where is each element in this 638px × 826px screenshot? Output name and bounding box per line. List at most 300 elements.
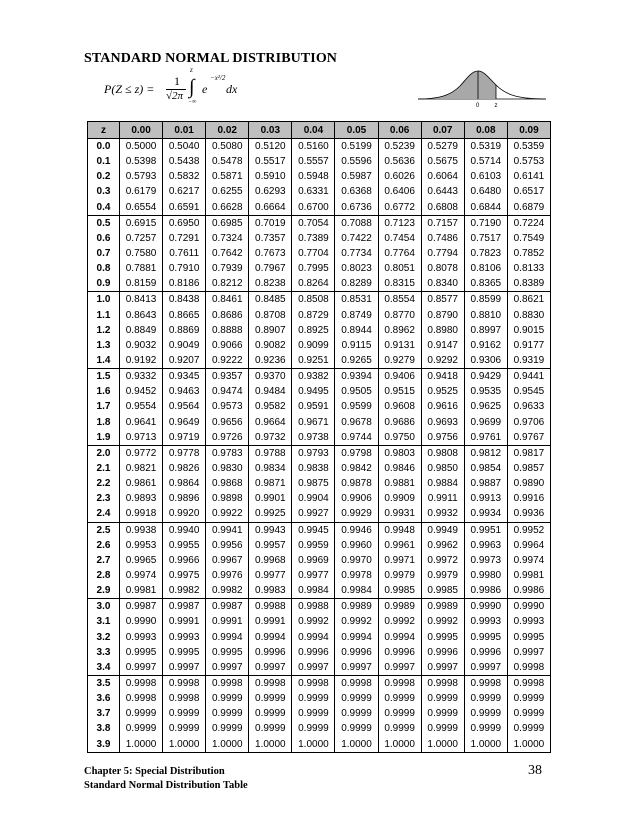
probability-cell: 0.9998 [292,675,335,691]
table-row [88,338,551,353]
probability-cell: 0.9987 [206,599,249,615]
probability-cell: 0.9974 [120,568,163,583]
header-col: 0.05 [335,122,378,139]
probability-cell: 0.9966 [163,553,206,568]
probability-cell: 0.9706 [507,415,550,430]
probability-cell: 0.8962 [378,323,421,338]
probability-cell: 0.9846 [378,461,421,476]
probability-cell: 0.6879 [507,200,550,216]
probability-cell: 0.9131 [378,338,421,353]
probability-cell: 0.5279 [421,139,464,155]
probability-cell: 0.9970 [335,553,378,568]
probability-cell: 0.9893 [120,491,163,506]
probability-cell: 0.9999 [507,706,550,721]
probability-cell: 0.9904 [292,491,335,506]
row-z-value: 1.1 [88,308,120,323]
probability-cell: 0.9998 [120,691,163,706]
probability-cell: 0.7642 [206,246,249,261]
probability-cell: 0.9015 [507,323,550,338]
probability-cell: 0.9998 [421,675,464,691]
probability-cell: 1.0000 [421,736,464,752]
probability-cell: 0.9952 [507,522,550,538]
probability-cell: 0.7967 [249,261,292,276]
probability-cell: 0.9854 [464,461,507,476]
probability-cell: 0.9192 [120,353,163,369]
probability-cell: 0.9993 [120,630,163,645]
probability-cell: 0.9633 [507,399,550,414]
row-z-value: 0.8 [88,261,120,276]
probability-cell: 0.9641 [120,415,163,430]
probability-cell: 0.5000 [120,139,163,155]
row-z-value: 3.7 [88,706,120,721]
probability-cell: 0.8315 [378,276,421,292]
probability-cell: 0.9649 [163,415,206,430]
probability-cell: 0.7764 [378,246,421,261]
probability-cell: 0.9821 [120,461,163,476]
row-z-value: 1.9 [88,430,120,446]
row-z-value: 0.4 [88,200,120,216]
probability-cell: 0.9881 [378,476,421,491]
probability-cell: 0.9999 [421,721,464,736]
probability-cell: 0.9115 [335,338,378,353]
probability-cell: 0.7823 [464,246,507,261]
probability-cell: 0.5987 [335,169,378,184]
probability-cell: 0.9960 [335,538,378,553]
probability-cell: 0.9999 [163,721,206,736]
probability-cell: 0.6808 [421,200,464,216]
probability-cell: 0.9941 [206,522,249,538]
probability-cell: 0.9927 [292,506,335,522]
probability-cell: 0.9996 [335,645,378,660]
probability-cell: 0.9997 [292,660,335,676]
probability-cell: 0.9976 [206,568,249,583]
probability-cell: 1.0000 [206,736,249,752]
row-z-value: 1.3 [88,338,120,353]
probability-cell: 0.8790 [421,308,464,323]
formula-dx: dx [226,82,238,96]
probability-cell: 0.9474 [206,384,249,399]
probability-cell: 0.9761 [464,430,507,446]
probability-cell: 0.9962 [421,538,464,553]
probability-cell: 0.9986 [507,583,550,599]
probability-cell: 0.9406 [378,369,421,385]
probability-cell: 0.9998 [120,675,163,691]
probability-cell: 0.5040 [163,139,206,155]
probability-cell: 0.9998 [163,691,206,706]
footer-subtitle: Standard Normal Distribution Table [84,780,248,791]
probability-cell: 0.9988 [249,599,292,615]
probability-cell: 0.8577 [421,292,464,308]
probability-cell: 0.9999 [507,691,550,706]
probability-cell: 0.6026 [378,169,421,184]
probability-cell: 0.8810 [464,308,507,323]
header-col: 0.00 [120,122,163,139]
probability-cell: 0.9484 [249,384,292,399]
probability-cell: 0.9997 [335,660,378,676]
probability-cell: 0.9975 [163,568,206,583]
probability-cell: 0.9991 [163,614,206,629]
probability-cell: 0.9251 [292,353,335,369]
table-row [88,660,551,676]
formula-upper-limit: z [190,66,193,74]
probability-cell: 0.9616 [421,399,464,414]
probability-cell: 0.8159 [120,276,163,292]
probability-cell: 0.9938 [120,522,163,538]
z-table-header [88,122,551,139]
probability-cell: 0.9940 [163,522,206,538]
probability-cell: 0.9999 [335,721,378,736]
table-row [88,599,551,615]
header-col: 0.04 [292,122,335,139]
table-row [88,292,551,308]
probability-cell: 0.8485 [249,292,292,308]
probability-cell: 0.7157 [421,215,464,231]
probability-cell: 0.8749 [335,308,378,323]
probability-cell: 0.9236 [249,353,292,369]
probability-cell: 0.8212 [206,276,249,292]
probability-cell: 0.5199 [335,139,378,155]
probability-cell: 0.5478 [206,154,249,169]
probability-cell: 0.9920 [163,506,206,522]
probability-cell: 0.5832 [163,169,206,184]
probability-cell: 0.9999 [249,706,292,721]
table-row [88,645,551,660]
probability-cell: 0.7088 [335,215,378,231]
probability-cell: 0.9999 [421,706,464,721]
probability-cell: 0.7517 [464,231,507,246]
probability-cell: 0.6915 [120,215,163,231]
probability-cell: 0.9625 [464,399,507,414]
table-row [88,506,551,522]
probability-cell: 0.9699 [464,415,507,430]
probability-cell: 0.7324 [206,231,249,246]
probability-cell: 0.9803 [378,445,421,461]
row-z-value: 0.6 [88,231,120,246]
probability-cell: 0.6628 [206,200,249,216]
probability-cell: 0.8770 [378,308,421,323]
probability-cell: 0.9999 [206,706,249,721]
probability-cell: 1.0000 [464,736,507,752]
probability-cell: 0.7123 [378,215,421,231]
table-row [88,630,551,645]
probability-cell: 0.9956 [206,538,249,553]
probability-cell: 0.8186 [163,276,206,292]
probability-cell: 0.5080 [206,139,249,155]
probability-cell: 0.8665 [163,308,206,323]
probability-cell: 0.8997 [464,323,507,338]
table-row [88,184,551,199]
probability-cell: 0.9357 [206,369,249,385]
probability-cell: 0.6736 [335,200,378,216]
probability-cell: 0.6443 [421,184,464,199]
probability-cell: 0.9767 [507,430,550,446]
table-row [88,721,551,736]
formula-numerator: 1 [174,74,180,88]
probability-cell: 0.9999 [421,691,464,706]
probability-cell: 0.7190 [464,215,507,231]
table-row [88,706,551,721]
probability-cell: 0.5319 [464,139,507,155]
probability-cell: 0.5871 [206,169,249,184]
shaded-area [418,71,496,99]
probability-cell: 0.9999 [120,706,163,721]
probability-cell: 0.9963 [464,538,507,553]
probability-cell: 0.7549 [507,231,550,246]
probability-cell: 0.9857 [507,461,550,476]
probability-cell: 0.9826 [163,461,206,476]
probability-cell: 0.9979 [421,568,464,583]
probability-cell: 0.6217 [163,184,206,199]
table-row [88,308,551,323]
probability-cell: 0.5596 [335,154,378,169]
probability-cell: 0.9896 [163,491,206,506]
formula-exponent: −x²/2 [210,74,226,82]
probability-cell: 0.9994 [249,630,292,645]
probability-cell: 0.9599 [335,399,378,414]
probability-cell: 0.9686 [378,415,421,430]
probability-cell: 0.9918 [120,506,163,522]
probability-cell: 0.9664 [249,415,292,430]
probability-cell: 0.9999 [507,721,550,736]
probability-cell: 0.5438 [163,154,206,169]
header-col: 0.08 [464,122,507,139]
probability-cell: 0.8289 [335,276,378,292]
probability-cell: 0.9049 [163,338,206,353]
probability-cell: 0.6293 [249,184,292,199]
probability-cell: 0.9980 [464,568,507,583]
probability-cell: 0.9959 [292,538,335,553]
table-row [88,491,551,506]
probability-cell: 0.5948 [292,169,335,184]
probability-cell: 0.8888 [206,323,249,338]
probability-cell: 0.9948 [378,522,421,538]
probability-cell: 0.9955 [163,538,206,553]
probability-cell: 0.9875 [292,476,335,491]
probability-cell: 0.6179 [120,184,163,199]
probability-cell: 0.8389 [507,276,550,292]
probability-cell: 0.9973 [464,553,507,568]
probability-cell: 0.5398 [120,154,163,169]
row-z-value: 1.4 [88,353,120,369]
probability-cell: 0.8944 [335,323,378,338]
probability-cell: 0.6700 [292,200,335,216]
probability-cell: 0.9968 [249,553,292,568]
table-row [88,231,551,246]
probability-cell: 1.0000 [292,736,335,752]
probability-cell: 0.9222 [206,353,249,369]
probability-cell: 0.9864 [163,476,206,491]
probability-cell: 0.9996 [249,645,292,660]
probability-cell: 0.5517 [249,154,292,169]
probability-cell: 0.9983 [249,583,292,599]
probability-cell: 0.7704 [292,246,335,261]
table-row [88,476,551,491]
probability-cell: 0.9671 [292,415,335,430]
row-z-value: 0.1 [88,154,120,169]
probability-cell: 0.9999 [464,691,507,706]
probability-cell: 0.9913 [464,491,507,506]
probability-cell: 0.9925 [249,506,292,522]
probability-cell: 0.9177 [507,338,550,353]
probability-cell: 0.8413 [120,292,163,308]
integral-sign-icon: ∫ [189,76,195,98]
probability-cell: 0.9911 [421,491,464,506]
probability-cell: 0.9981 [507,568,550,583]
row-z-value: 2.4 [88,506,120,522]
row-z-value: 2.6 [88,538,120,553]
row-z-value: 2.5 [88,522,120,538]
row-z-value: 3.9 [88,736,120,752]
probability-cell: 0.9995 [206,645,249,660]
probability-cell: 0.9994 [292,630,335,645]
probability-cell: 0.8078 [421,261,464,276]
probability-cell: 0.8643 [120,308,163,323]
probability-cell: 0.7357 [249,231,292,246]
probability-cell: 0.9995 [163,645,206,660]
probability-cell: 0.8508 [292,292,335,308]
probability-cell: 0.7580 [120,246,163,261]
probability-cell: 0.9147 [421,338,464,353]
probability-cell: 0.8531 [335,292,378,308]
probability-cell: 0.9990 [120,614,163,629]
probability-cell: 0.9898 [206,491,249,506]
probability-cell: 0.9990 [464,599,507,615]
probability-cell: 0.9984 [292,583,335,599]
probability-cell: 0.9750 [378,430,421,446]
probability-cell: 0.7422 [335,231,378,246]
probability-cell: 1.0000 [335,736,378,752]
normal-curve-figure [418,68,546,112]
table-row [88,353,551,369]
probability-cell: 0.6480 [464,184,507,199]
row-z-value: 3.4 [88,660,120,676]
probability-cell: 0.9319 [507,353,550,369]
probability-cell: 0.9693 [421,415,464,430]
probability-cell: 0.9957 [249,538,292,553]
probability-cell: 0.9292 [421,353,464,369]
probability-cell: 0.9951 [464,522,507,538]
probability-cell: 0.8708 [249,308,292,323]
probability-cell: 0.7257 [120,231,163,246]
probability-cell: 0.9984 [335,583,378,599]
probability-cell: 0.7852 [507,246,550,261]
probability-cell: 0.9932 [421,506,464,522]
probability-cell: 0.9878 [335,476,378,491]
probability-cell: 0.5714 [464,154,507,169]
cdf-formula [104,66,324,112]
probability-cell: 0.9994 [335,630,378,645]
row-z-value: 1.6 [88,384,120,399]
row-z-value: 1.8 [88,415,120,430]
table-row [88,614,551,629]
probability-cell: 0.8621 [507,292,550,308]
probability-cell: 0.9418 [421,369,464,385]
probability-cell: 0.9965 [120,553,163,568]
probability-cell: 0.9732 [249,430,292,446]
header-col: 0.09 [507,122,550,139]
probability-cell: 0.9772 [120,445,163,461]
row-z-value: 0.7 [88,246,120,261]
probability-cell: 0.9564 [163,399,206,414]
probability-cell: 0.9066 [206,338,249,353]
probability-cell: 0.7454 [378,231,421,246]
probability-cell: 0.9441 [507,369,550,385]
table-row [88,261,551,276]
probability-cell: 0.9429 [464,369,507,385]
probability-cell: 0.9452 [120,384,163,399]
probability-cell: 0.6517 [507,184,550,199]
probability-cell: 0.9998 [464,675,507,691]
probability-cell: 0.9997 [507,645,550,660]
probability-cell: 0.9974 [507,553,550,568]
probability-cell: 0.9997 [464,660,507,676]
probability-cell: 0.6664 [249,200,292,216]
probability-cell: 0.9969 [292,553,335,568]
probability-cell: 0.9977 [249,568,292,583]
probability-cell: 0.9713 [120,430,163,446]
probability-cell: 0.9996 [378,645,421,660]
formula-denominator: √2π [166,90,184,102]
probability-cell: 0.9999 [249,691,292,706]
probability-cell: 0.9967 [206,553,249,568]
header-col: 0.06 [378,122,421,139]
probability-cell: 0.9978 [335,568,378,583]
table-row [88,430,551,446]
table-row [88,276,551,292]
probability-cell: 0.9808 [421,445,464,461]
page-footer [84,765,248,793]
header-col: 0.03 [249,122,292,139]
table-row [88,538,551,553]
probability-cell: 0.5793 [120,169,163,184]
table-row [88,445,551,461]
probability-cell: 0.9936 [507,506,550,522]
probability-cell: 1.0000 [120,736,163,752]
probability-cell: 1.0000 [249,736,292,752]
row-z-value: 2.8 [88,568,120,583]
probability-cell: 0.9834 [249,461,292,476]
probability-cell: 0.9949 [421,522,464,538]
probability-cell: 0.9099 [292,338,335,353]
probability-cell: 0.8925 [292,323,335,338]
probability-cell: 0.8729 [292,308,335,323]
probability-cell: 0.8438 [163,292,206,308]
probability-cell: 0.9783 [206,445,249,461]
probability-cell: 0.9463 [163,384,206,399]
probability-cell: 0.9887 [464,476,507,491]
table-row [88,154,551,169]
table-row [88,399,551,414]
probability-cell: 0.9997 [120,660,163,676]
probability-cell: 0.9977 [292,568,335,583]
probability-cell: 0.9987 [163,599,206,615]
probability-cell: 0.8980 [421,323,464,338]
probability-cell: 0.9505 [335,384,378,399]
probability-cell: 0.9994 [206,630,249,645]
probability-cell: 0.7486 [421,231,464,246]
probability-cell: 0.9999 [335,706,378,721]
probability-cell: 0.7054 [292,215,335,231]
probability-cell: 0.9838 [292,461,335,476]
probability-cell: 0.9817 [507,445,550,461]
probability-cell: 0.9996 [292,645,335,660]
probability-cell: 0.9265 [335,353,378,369]
probability-cell: 0.9909 [378,491,421,506]
probability-cell: 0.9995 [421,630,464,645]
probability-cell: 0.6064 [421,169,464,184]
probability-cell: 0.9999 [120,721,163,736]
probability-cell: 0.9943 [249,522,292,538]
